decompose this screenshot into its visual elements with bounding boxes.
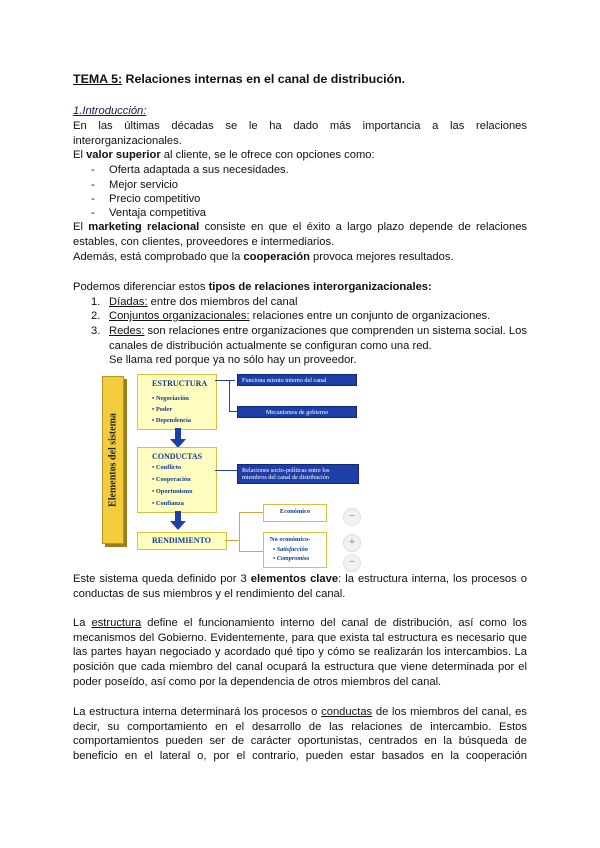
connector-line [229,411,237,412]
diagram-note-funcionamiento: Funciona miento interno del canal [237,374,357,386]
bullet-dash: - [91,179,95,191]
paragraph-intro-1: En las últimas décadas se le ha dado más importancia a las relaciones interorganizacionales. [73,120,527,147]
connector-line [239,551,263,552]
diagram-note-mecanismos: Mecanismos de gobierno [237,406,357,418]
box-title: No económico- [270,536,311,543]
list-item: Díadas: entre dos miembros del canal [109,296,298,308]
connector-line [239,512,263,513]
list-item: Conjuntos organizacionales: relaciones entre un conjunto de organizaciones. [109,310,491,322]
box-item: • Poder [152,406,173,413]
zoom-out-icon[interactable]: − [343,508,361,526]
diagram-box-conductas [137,447,217,513]
diagram-note-relaciones: Relaciones socio-políticas entre los miembros del canal de distribución [237,464,359,484]
diagram-box-economico [263,504,327,522]
diagram-box-estructura [137,374,217,430]
elementos-sistema-diagram [91,370,361,568]
box-item: • Cooperación [152,476,191,483]
box-title: Económico [279,508,311,515]
box-item: • Oportunismo [152,488,193,495]
list-number: 2. [91,310,101,322]
connector-line [225,540,239,541]
box-title: ESTRUCTURA [152,379,208,388]
box-item: • Satisfacción [273,546,308,553]
section-heading-introduccion: 1.Introducción: [73,105,147,117]
bullet-dash: - [91,193,95,205]
arrow-down-icon [170,521,186,530]
box-title: CONDUCTAS [152,452,203,461]
list-item: Redes: son relaciones entre organizaciones que comprenden un sistema social. Los canales de distribución actualmente se configuran como una red. [109,325,527,352]
diagram-box-rendimiento [137,532,227,550]
box-item: • Conflicto [152,464,182,471]
connector-line [239,512,240,552]
bullet-dash: - [91,164,95,176]
diagram-box-no-economico [263,532,327,568]
diagram-side-bar: Elementos del sistema [102,376,124,544]
paragraph-valor-superior: El valor superior al cliente, se le ofrece con opciones como: [73,149,375,161]
list-item: Precio competitivo [109,193,201,205]
box-item: • Confianza [152,500,184,507]
list-item: Ventaja competitiva [109,207,207,219]
box-item: • Compromiso [273,555,310,562]
paragraph-marketing-relacional: El marketing relacional consiste en que el éxito a largo plazo depende de relaciones estables, con clientes, proveedores e intermediarios. [73,221,528,248]
list-item-note: Se llama red porque ya no sólo hay un proveedor. [109,354,357,366]
connector-line [215,470,237,471]
paragraph-estructura: La estructura define el funcionamiento interno del canal de distribución, así como los mecanismos del Gobierno. Evidentemente, para que exista tal estructura es necesario que las partes hayan negociado y acordado qué tipo y cómo se realizarán los intercambios. La posición que cada miembro del canal ocupará la estructura que viene determinada por el poder poseído, así como por la dependencia de otros miembros del canal. [73,617,528,688]
zoom-out-icon[interactable]: − [343,554,361,572]
box-item: • Negociación [152,395,189,402]
list-number: 1. [91,296,101,308]
box-title: RENDIMIENTO [152,536,211,545]
connector-line [229,380,230,412]
paragraph-conductas: La estructura interna determinará los procesos o conductas de los miembros del canal, es decir, su comportamiento en el desarrollo de las relaciones de intercambio. Estos comportamientos pueden ser de carácter oportunistas, centrados en la búsqueda de beneficio en el lateral o, por el contrario, pueden estar basados en la cooperación [73,706,527,763]
list-item: Mejor servicio [109,179,179,191]
connector-line [215,380,235,381]
zoom-in-icon[interactable]: + [343,534,361,552]
page-title: TEMA 5: Relaciones internas en el canal de distribución. [73,72,406,86]
paragraph-tipos-relaciones: Podemos diferenciar estos tipos de relaciones interorganizacionales: [73,281,432,293]
list-number: 3. [91,325,101,337]
box-item: • Dependencia [152,417,191,424]
paragraph-elementos-clave: Este sistema queda definido por 3 elementos clave: la estructura interna, los procesos o conductas de sus miembros y el rendimiento del canal. [73,573,527,600]
bullet-dash: - [91,207,95,219]
paragraph-cooperacion: Además, está comprobado que la cooperación provoca mejores resultados. [73,251,454,263]
list-item: Oferta adaptada a sus necesidades. [109,164,289,176]
